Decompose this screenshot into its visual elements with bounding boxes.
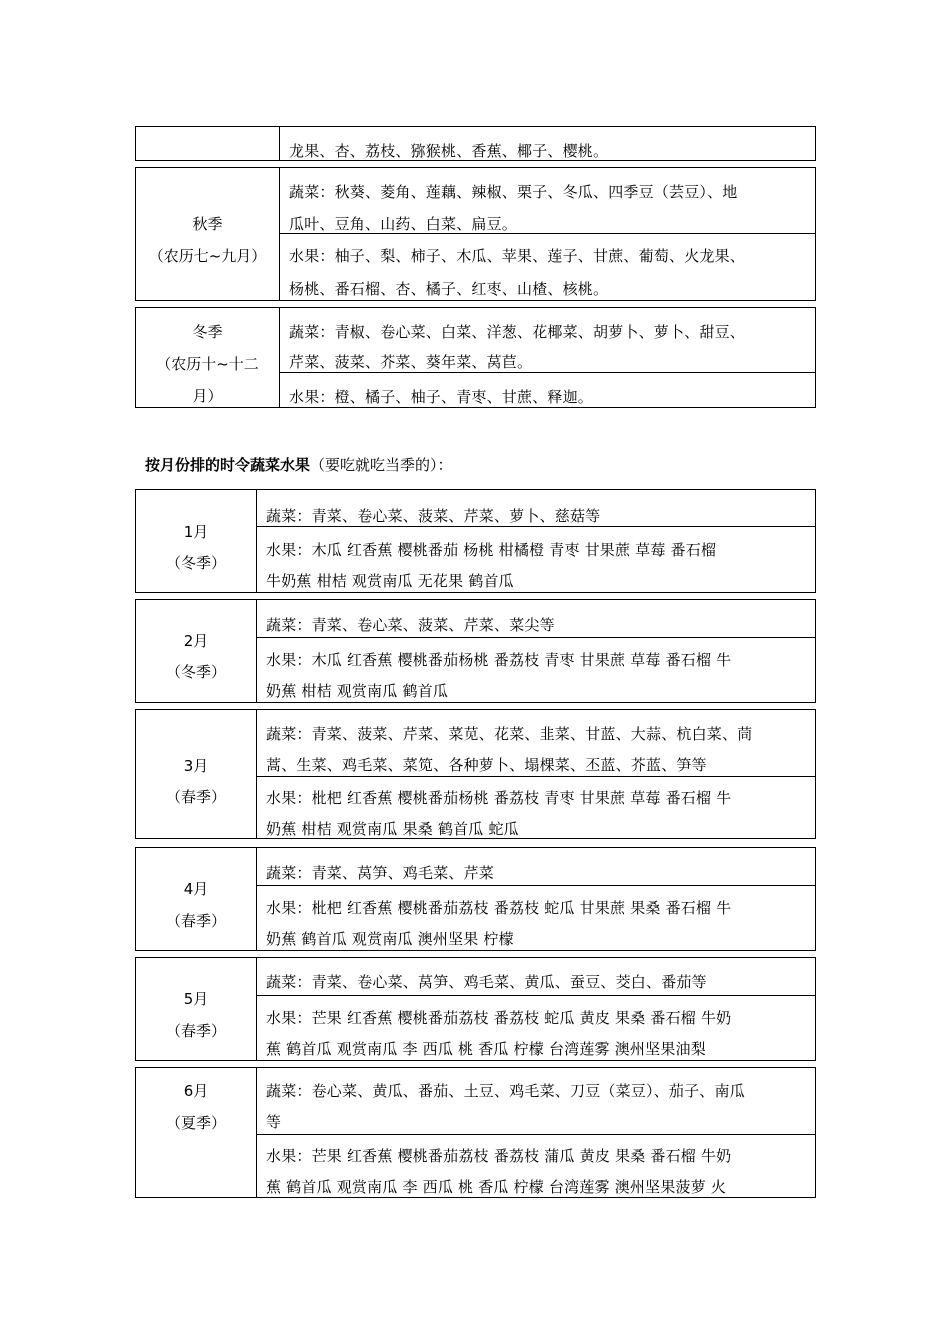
month-season: （春季） (165, 912, 226, 930)
fruit-text: 奶蕉 鹤首瓜 观赏南瓜 澳州坚果 柠檬 (266, 930, 514, 948)
fruit-text: 水果：木瓜 红香蕉 樱桃番茄 杨桃 柑橘橙 青枣 甘果蔗 草莓 番石榴 (266, 541, 717, 559)
fruit-text: 水果：芒果 红香蕉 樱桃番茄荔枝 番荔枝 蛇瓜 黄皮 果桑 番石榴 牛奶 (266, 1009, 732, 1027)
fruit-text: 水果：橙、橘子、柚子、青枣、甘蔗、释迦。 (289, 388, 594, 406)
month-label: 1月 (183, 523, 209, 541)
vegetable-text: 蔬菜：秋葵、菱角、莲藕、辣椒、栗子、冬瓜、四季豆（芸豆）、地 (289, 183, 738, 201)
season-sublabel: 月） (192, 387, 223, 405)
fruit-text: 杨桃、番石榴、杏、橘子、红枣、山楂、核桃。 (289, 280, 609, 298)
month-label: 6月 (183, 1082, 209, 1100)
fruit-text: 奶蕉 柑桔 观赏南瓜 果桑 鹤首瓜 蛇瓜 (266, 820, 519, 838)
fruit-text: 水果：芒果 红香蕉 樱桃番茄荔枝 番荔枝 蒲瓜 黄皮 果桑 番石榴 牛奶 (266, 1147, 732, 1165)
heading-bold: 按月份排的时令蔬菜水果 (145, 456, 311, 474)
vegetable-text: 蔬菜：青菜、菠菜、芹菜、菜苋、花菜、韭菜、甘蓝、大蒜、杭白菜、茼 (266, 725, 753, 743)
heading-note: （要吃就吃当季的）： (310, 456, 453, 474)
month-label: 4月 (183, 880, 209, 898)
vegetable-text: 蔬菜：青菜、莴笋、鸡毛菜、芹菜 (266, 864, 495, 882)
vegetable-text: 蒿、生菜、鸡毛菜、菜笕、各种萝卜、塌棵菜、丕蓝、芥蓝、笋等 (266, 756, 707, 774)
vegetable-text: 等 (266, 1113, 282, 1131)
vegetable-text: 蔬菜：青菜、卷心菜、菠菜、芹菜、菜尖等 (266, 616, 555, 634)
month-season: （冬季） (165, 663, 226, 681)
vegetable-text: 蔬菜：青菜、卷心菜、菠菜、芹菜、萝卜、慈菇等 (266, 507, 601, 525)
month-season: （冬季） (165, 554, 226, 572)
cell-text: 龙果、杏、荔枝、猕猴桃、香蕉、椰子、樱桃。 (289, 142, 609, 160)
vegetable-text: 蔬菜：卷心菜、黄瓜、番茄、土豆、鸡毛菜、刀豆（菜豆）、茄子、南瓜 (266, 1082, 745, 1100)
season-sublabel: （农历十~十二 (156, 355, 259, 373)
fruit-text: 奶蕉 柑桔 观赏南瓜 鹤首瓜 (266, 682, 449, 700)
season-label: 秋季 (192, 215, 223, 233)
season-label: 冬季 (192, 323, 223, 341)
fruit-text: 水果：柚子、梨、柿子、木瓜、苹果、莲子、甘蔗、葡萄、火龙果、 (289, 247, 746, 265)
fruit-text: 牛奶蕉 柑桔 观赏南瓜 无花果 鹤首瓜 (266, 572, 514, 590)
month-season: （春季） (165, 788, 226, 806)
vegetable-text: 蔬菜：青椒、卷心菜、白菜、洋葱、花椰菜、胡萝卜、萝卜、甜豆、 (289, 323, 746, 341)
section-heading (145, 455, 453, 475)
fruit-text: 水果：枇杷 红香蕉 樱桃番茄荔枝 番荔枝 蛇瓜 甘果蔗 果桑 番石榴 牛 (266, 899, 732, 917)
fruit-text: 蕉 鹤首瓜 观赏南瓜 李 西瓜 桃 香瓜 柠檬 台湾莲雾 澳州坚果菠萝 火 (266, 1178, 727, 1196)
month-label: 3月 (183, 757, 209, 775)
season-sublabel: （农历七~九月） (148, 247, 267, 265)
fruit-text: 蕉 鹤首瓜 观赏南瓜 李 西瓜 桃 香瓜 柠檬 台湾莲雾 澳州坚果油梨 (266, 1040, 706, 1058)
month-label: 5月 (183, 990, 209, 1008)
fruit-text: 水果：木瓜 红香蕉 樱桃番茄杨桃 番荔枝 青枣 甘果蔗 草莓 番石榴 牛 (266, 651, 732, 669)
vegetable-text: 蔬菜：青菜、卷心菜、莴笋、鸡毛菜、黄瓜、蚕豆、茭白、番茄等 (266, 973, 707, 991)
vegetable-text: 瓜叶、豆角、山药、白菜、扁豆。 (289, 215, 518, 233)
month-season: （夏季） (165, 1114, 226, 1132)
month-label: 2月 (183, 632, 209, 650)
month-season: （春季） (165, 1022, 226, 1040)
vegetable-text: 芹菜、菠菜、芥菜、葵年菜、莴苣。 (289, 353, 533, 371)
fruit-text: 水果：枇杷 红香蕉 樱桃番茄杨桃 番荔枝 青枣 甘果蔗 草莓 番石榴 牛 (266, 789, 732, 807)
